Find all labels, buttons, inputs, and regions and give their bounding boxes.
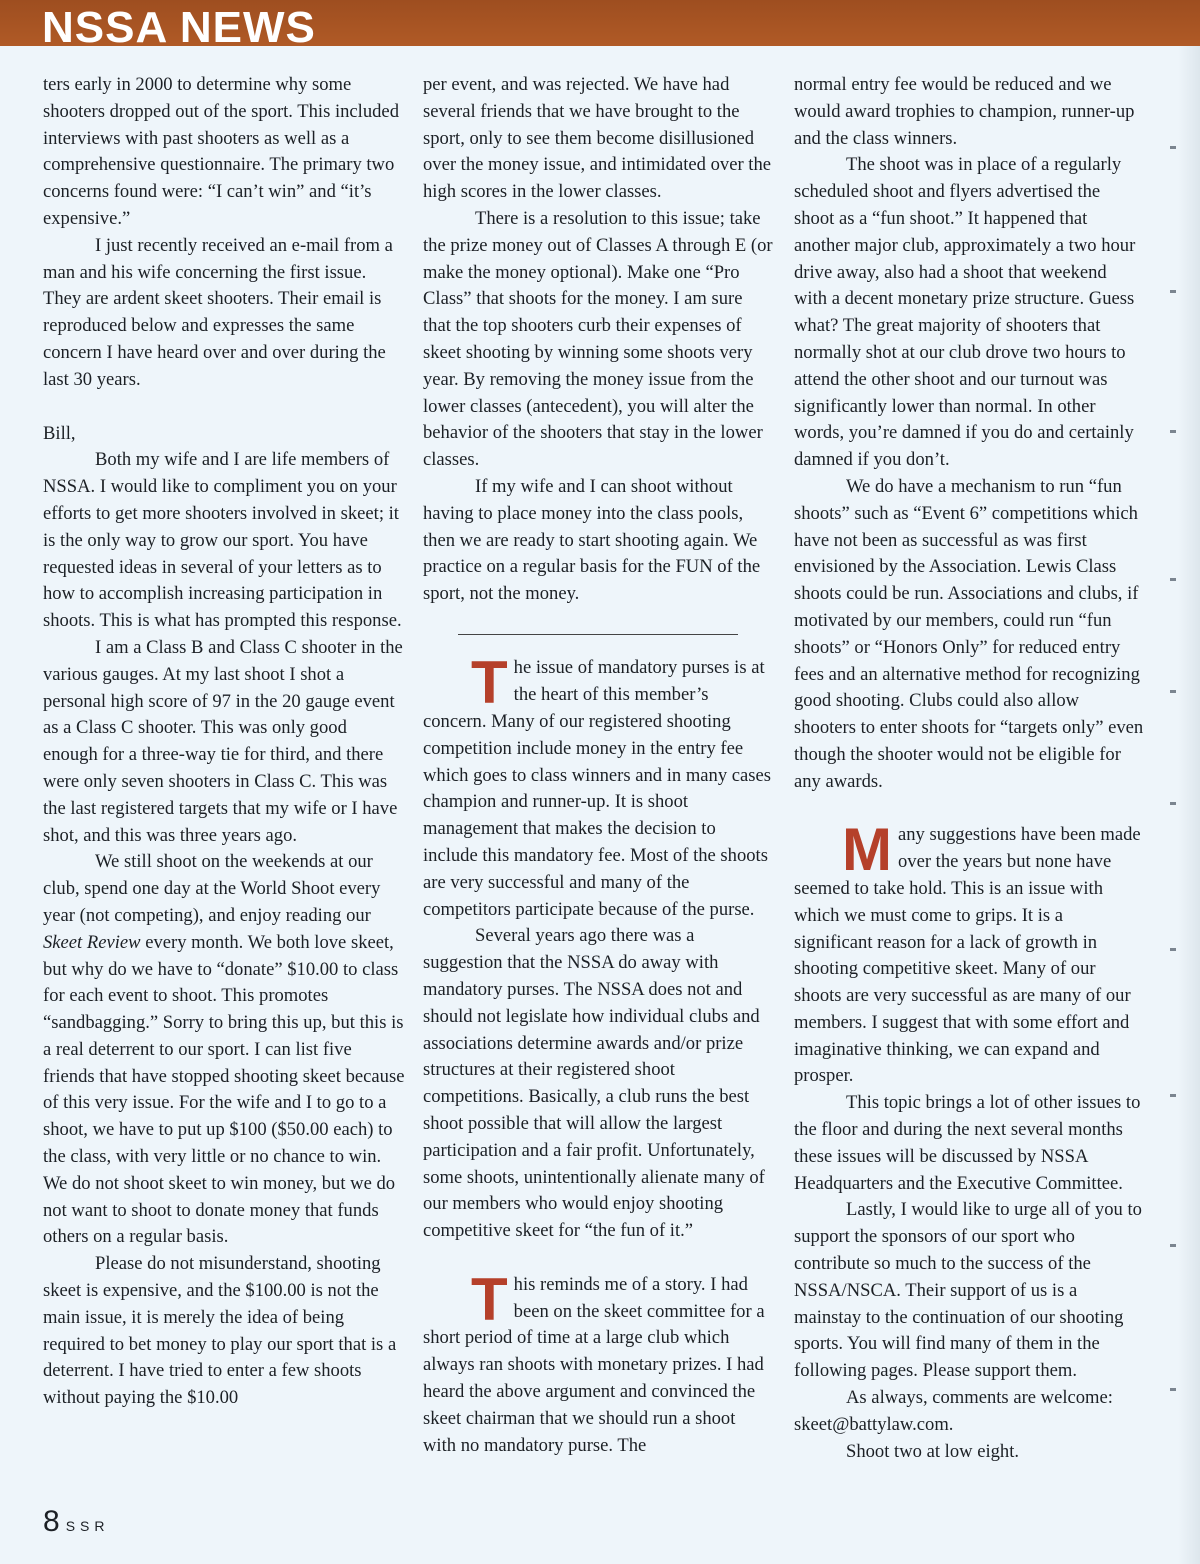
- paragraph: normal entry fee would be reduced and we would award trophies to champion, runner-up and the class winners.: [794, 74, 1135, 149]
- paragraph: We do have a mechanism to run “fun shoots” such as “Event 6” competitions which have not been as successful as was first envisioned by the Association. Lewis Class shoots could be run. Associations and clubs, if motivated by our members, could run “fun shoots” or “Honors Only” for reduced entry fees and an alternative method for recognizing good shooting. Clubs could also allow shooters to enter shoots for “targets only” even though the shooter would not be eligible for any awards.: [794, 475, 1144, 792]
- paragraph: I just recently received an e-mail from a man and his wife concerning the first issue. They are ardent skeet shooters. Their email is reproduced below and expresses the same concern I have heard over and over during the last 30 years.: [43, 234, 393, 390]
- drop-cap: T: [471, 1265, 508, 1333]
- margin-tick: [1170, 430, 1176, 433]
- text-run: We still shoot on the weekends at our club, spend one day at the World Shoot every year (not competing), and enjoy reading our: [43, 851, 381, 926]
- article-column-3: [794, 72, 1144, 1465]
- section-header-bar: [0, 0, 1200, 46]
- publication-name: Skeet Review: [43, 931, 141, 953]
- paragraph: Several years ago there was a suggestion that the NSSA do away with mandatory purses. The NSSA does not and should not legislate how individual clubs and associations determine awards and/or prize structures at their registered shoot competitions. Basically, a club runs the best shoot possible that will allow the largest participation and a fair profit. Unfortunately, some shoots, unintentionally alienate many of our members who would enjoy shooting competitive skeet for “the fun of it.”: [423, 925, 765, 1242]
- drop-cap: T: [471, 649, 508, 717]
- paragraph: As always, comments are welcome: skeet@battylaw.com.: [794, 1387, 1113, 1435]
- article-column-2: [423, 72, 773, 1459]
- paragraph: ters early in 2000 to determine why some shooters dropped out of the sport. This included interviews with past shooters as well as a comprehensive questionnaire. The primary two concerns found were: “I can’t win” and “it’s expensive.”: [43, 74, 399, 229]
- paragraph: I am a Class B and Class C shooter in the various gauges. At my last shoot I shot a personal high score of 97 in the 20 gauge event as a Class C shooter. This was only good enough for a three-way tie for third, and there were only seven shooters in Class C. This was the last registered targets that my wife or I have shot, and this was three years ago.: [43, 636, 403, 846]
- publication-abbrev: SSR: [65, 1518, 110, 1534]
- signoff: Shoot two at low eight.: [846, 1440, 1020, 1462]
- page-footer: [43, 1507, 109, 1537]
- paragraph: There is a resolution to this issue; take the prize money out of Classes A through E (or make the money optional). Make one “Pro Class” that shoots for the money. I am sure that the top shooters curb their expenses of skeet shooting by winning some shoots very year. By removing the money issue from the lower classes (antecedent), you will alter the behavior of the shooters that stay in the lower classes.: [423, 207, 773, 471]
- margin-tick: [1170, 146, 1176, 149]
- text-run: every month. We both love skeet, but why do we have to “donate” $10.00 to class for each event to shoot. This promotes “sandbagging.” Sorry to bring this up, but this is a real deterrent to our sport. I can list five friends that have stopped shooting skeet because of this very issue. For the wife and I to go to a shoot, we have to put up $100 ($50.00 each) to the class, with very little or no chance to win. We do not shoot skeet to win money, but we do not want to shoot to donate money that funds others on a regular basis.: [43, 931, 405, 1248]
- margin-tick: [1170, 948, 1176, 951]
- paragraph: Lastly, I would like to urge all of you to support the sponsors of our sport who contribute so much to the success of the NSSA/NSCA. Their support of us is a mainstay to the continuation of our shooting sports. You will find many of them in the following pages. Please support them.: [794, 1199, 1142, 1382]
- margin-tick: [1170, 802, 1176, 805]
- section-title: NSSA NEWS: [42, 3, 316, 46]
- margin-tick: [1170, 690, 1176, 693]
- text-run: he issue of mandatory purses is at the heart of this member’s concern. Many of our registered shooting competition include money in the entry fee which goes to class winners and in many cases champion and runner-up. It is shoot management that makes the decision to include this mandatory fee. Most of the shoots are very successful and many of the competitors participate because of the purse.: [423, 657, 772, 920]
- text-run: any suggestions have been made over the years but none have seemed to take hold. This is an issue with which we must come to grips. It is a significant reason for a lack of growth in shooting competitive skeet. Many of our shoots are very successful as are many of our members. I suggest that with some effort and imaginative thinking, we can expand and prosper.: [794, 824, 1141, 1087]
- article-column-1: [43, 72, 405, 1412]
- page-binding-edge: [1178, 46, 1200, 1564]
- text-run: his reminds me of a story. I had been on the skeet committee for a short period of time at a large club which always ran shoots with monetary prizes. I had heard the above argument and convinced the skeet chairman that we should run a shoot with no mandatory purse. The: [423, 1273, 765, 1456]
- paragraph: [423, 649, 773, 923]
- paragraph: [43, 849, 405, 1251]
- paragraph: [423, 1265, 773, 1460]
- margin-tick: [1170, 1388, 1176, 1391]
- margin-tick: [1170, 1244, 1176, 1247]
- letter-salutation: Bill,: [43, 422, 76, 444]
- margin-tick: [1170, 578, 1176, 581]
- paragraph: Please do not misunderstand, shooting skeet is expensive, and the $100.00 is not the main issue, it is merely the idea of being required to bet money to play our sport that is a deterrent. I have tried to enter a few shoots without paying the $10.00: [43, 1253, 397, 1409]
- margin-tick: [1170, 1094, 1176, 1097]
- paragraph: This topic brings a lot of other issues to the floor and during the next several months these issues will be discussed by NSSA Headquarters and the Executive Committee.: [794, 1092, 1141, 1194]
- margin-tick: [1170, 290, 1176, 293]
- page-number: 8: [43, 1505, 60, 1538]
- paragraph: The shoot was in place of a regularly scheduled shoot and flyers advertised the shoot as a “fun shoot.” It happened that another major club, approximately a two hour drive away, also had a shoot that weekend with a decent monetary prize structure. Guess what? The great majority of shooters that normally shot at our club drove two hours to attend the other shoot and our turnout was significantly lower than normal. In other words, you’re damned if you do and certainly damned if you don’t.: [794, 154, 1136, 471]
- paragraph: [794, 816, 1144, 1090]
- section-divider: [458, 634, 738, 636]
- paragraph: Both my wife and I are life members of NSSA. I would like to compliment you on your efforts to get more shooters involved in skeet; it is the only way to grow our sport. You have requested ideas in several of your letters as to how to accomplish increasing participation in shoots. This is what has prompted this response.: [43, 449, 402, 632]
- paragraph: per event, and was rejected. We have had several friends that we have brought to the sport, only to see them become disillusioned over the money issue, and intimidated over the high scores in the lower classes.: [423, 74, 772, 203]
- paragraph: If my wife and I can shoot without having to place money into the class pools, then we are ready to start shooting again. We practice on a regular basis for the FUN of the sport, not the money.: [423, 475, 761, 605]
- drop-cap: M: [842, 816, 892, 884]
